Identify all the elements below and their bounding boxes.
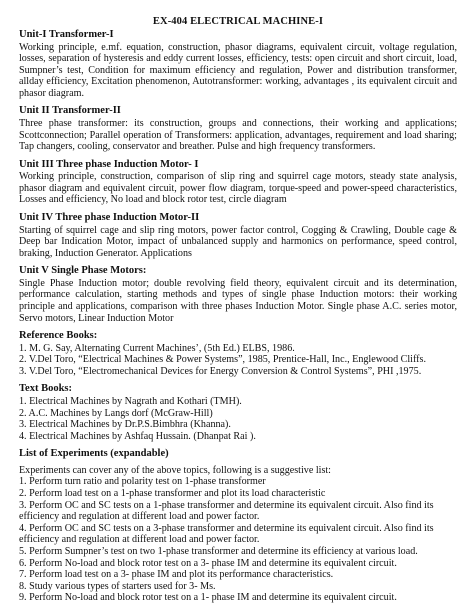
experiment-item: 9. Perform No-load and block rotor test on a 1- phase IM and determine its equivalent circuit.	[19, 592, 397, 604]
experiments-intro: Experiments can cover any of the above topics, following is a suggestive list:	[19, 464, 331, 476]
text-book-item: 2. A.C. Machines by Langs dorf (McGraw-Hill)	[19, 407, 213, 419]
text-books-list	[19, 396, 457, 442]
unit-2-heading: Unit II Transformer-II	[19, 105, 121, 117]
unit-1-section	[19, 29, 457, 99]
unit-3-text: Working principle, construction, comparison of slip ring and squirrel cage motors, steady state analysis, phasor diagram and equivalent circuit, power flow diagram, torque-speed and power-speed characteristics, Losses and efficiency, No load and block rotor test, circle diagram	[19, 171, 457, 206]
document-title: EX-404 ELECTRICAL MACHINE-I	[152, 16, 324, 27]
experiment-item: 6. Perform No-load and block rotor test on a 3- phase IM and determine its equivalent circuit.	[19, 557, 397, 569]
unit-4-text: Starting of squirrel cage and slip ring motors, power factor control, Cogging & Crawling, Double cage & Deep bar Indication Motor, impact of unbalanced supply and harmonics on performance, speed control, braking, Induction Generator. Applications	[19, 224, 457, 259]
experiments-section	[19, 448, 457, 604]
experiments-heading: List of Experiments (expandable)	[19, 448, 169, 460]
reference-book-item: 3. V.Del Toro, “Electromechanical Devices for Energy Conversion & Control Systems”, PHI ,1975.	[19, 365, 422, 377]
unit-4-section	[19, 212, 457, 259]
unit-4-heading: Unit IV Three phase Induction Motor-II	[19, 212, 200, 224]
unit-5-section	[19, 265, 457, 324]
unit-1-heading: Unit-I Transformer-I	[19, 29, 114, 40]
document-page	[19, 15, 457, 610]
reference-books-section	[19, 330, 457, 377]
unit-3-section	[19, 159, 457, 206]
reference-books-heading: Reference Books:	[19, 330, 98, 342]
experiment-item: 1. Perform turn ratio and polarity test on 1-phase transformer	[19, 476, 266, 488]
experiment-item: 2. Perform load test on a 1-phase transformer and plot its load characteristic	[19, 488, 326, 500]
experiment-item: 7. Perform load test on a 3- phase IM and plot its performance characteristics.	[19, 569, 334, 581]
experiments-list	[19, 476, 457, 604]
unit-2-section	[19, 105, 457, 152]
experiment-item: 4. Perform OC and SC tests on a 3-phase transformer and determine its equivalent circuit. Also find its efficiency and regulation at different load and power factor.	[19, 522, 434, 546]
text-books-heading: Text Books:	[19, 383, 72, 395]
text-book-item: 1. Electrical Machines by Nagrath and Kothari (TMH).	[19, 395, 242, 407]
reference-book-item: 1. M. G. Say, Alternating Current Machines’, (5th Ed.) ELBS, 1986.	[19, 342, 295, 354]
text-books-section	[19, 383, 457, 442]
unit-5-heading: Unit V Single Phase Motors:	[19, 265, 147, 277]
unit-3-heading: Unit III Three phase Induction Motor- I	[19, 158, 199, 170]
unit-2-text: Three phase transformer: its construction, groups and connections, their working and applications; Scottconnection; Parallel operation of Transformers: application, advantages, requirement and load sharing; Tap changers, cooling, conservator and breather. Pulse and high frequency transformers.	[19, 117, 457, 153]
text-book-item: 4. Electrical Machines by Ashfaq Hussain. (Dhanpat Rai ).	[19, 430, 256, 442]
reference-book-item: 2. V.Del Toro, “Electrical Machines & Power Systems”, 1985, Prentice-Hall, Inc., Englewood Cliffs.	[19, 354, 426, 366]
experiment-item: 8. Study various types of starters used for 3- Ms.	[19, 580, 216, 592]
unit-5-text: Single Phase Induction motor; double revolving field theory, equivalent circuit and its determination, performance calculation, starting methods and types of single phase Induction motors: their working principle and applications, comparison with three phases Induction Motor. Single phase A.C. series motor, Servo motors, Linear Induction Motor	[19, 277, 457, 324]
experiment-item: 5. Perform Sumpner’s test on two 1-phase transformer and determine its efficiency at various load.	[19, 546, 418, 557]
reference-books-list	[19, 343, 457, 378]
text-book-item: 3. Electrical Machines by Dr.P.S.Bimbhra (Khanna).	[19, 419, 231, 431]
unit-1-text: Working principle, e.mf. equation, construction, phasor diagrams, equivalent circuit, voltage regulation, losses, separation of hysteresis and eddy current losses, efficiency, tests: open circuit and short circuit, load, Sumpner’s test, Condition for maximum efficiency and regulation, Power and distribution transformer, allday efficiency, Excitation phenomenon, Autotransformer: working, advantages , its equivalent circuit and phasor diagram.	[19, 41, 457, 99]
experiment-item: 3. Perform OC and SC tests on a 1-phase transformer and determine its equivalent circuit. Also find its efficiency and regulation at different load and power factor.	[19, 499, 434, 523]
